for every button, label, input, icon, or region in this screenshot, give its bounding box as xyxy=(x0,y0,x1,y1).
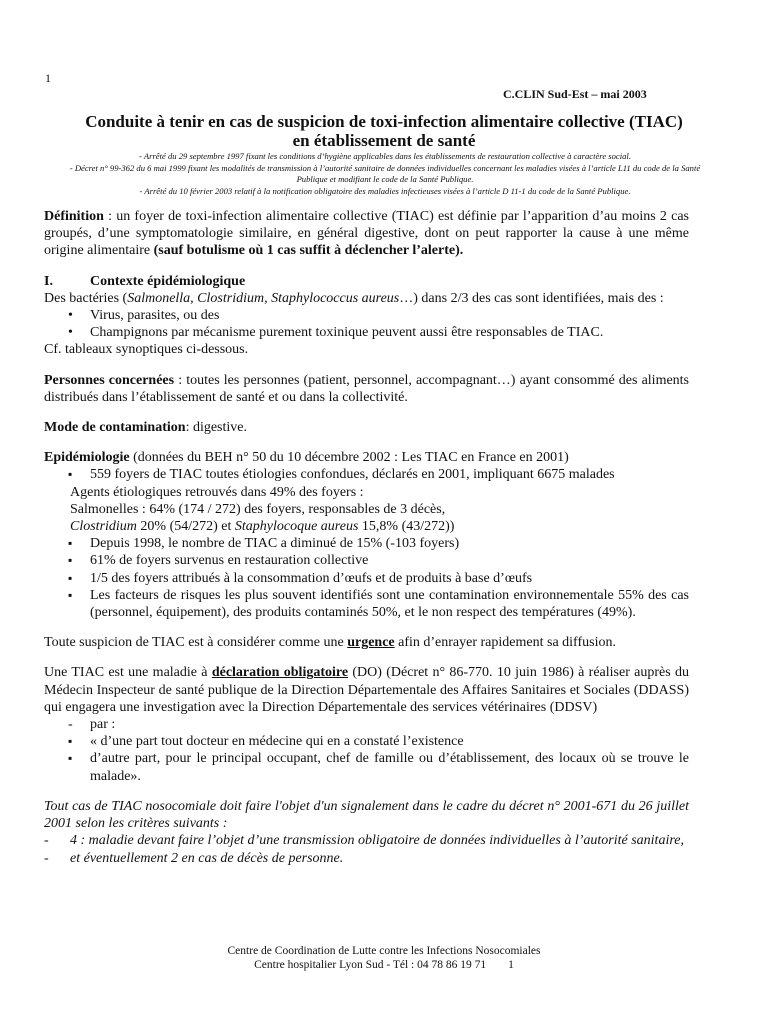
page-number-top: 1 xyxy=(45,71,51,85)
urgence-paragraph xyxy=(44,634,689,651)
declaration-paragraph xyxy=(44,664,689,716)
page-footer xyxy=(0,944,768,972)
nosocomiale-list xyxy=(44,832,689,866)
epidemio-list-1 xyxy=(44,466,689,483)
list-item: ▪ Les facteurs de risques les plus souvent identifiés sont une contamination environnementale 55% des cas (personnel, équipement), des produits contaminés 50%, et le non respect des températures (49%). xyxy=(90,587,689,621)
epidemio-text: (données du BEH n° 50 du 10 décembre 2002 : Les TIAC en France en 2001) xyxy=(129,450,569,466)
list-item: - par : xyxy=(90,716,689,733)
list-item: • Champignons par mécanisme purement toxinique peuvent aussi être responsables de TIAC. xyxy=(90,324,689,341)
list-item: - 4 : maladie devant faire l’objet d’une transmission obligatoire de données individuelles à l’autorité sanitaire, xyxy=(70,832,689,849)
nosocomiale-paragraph: Tout cas de TIAC nosocomiale doit faire l'objet d'un signalement dans le cadre du décret n° 2001-671 du 26 juillet 2001 selon les critères suivants : xyxy=(44,798,689,832)
list-item: ▪ 61% de foyers survenus en restauration collective xyxy=(90,552,689,569)
section-title: Contexte épidémiologique xyxy=(90,273,246,289)
declaration-list xyxy=(44,733,689,785)
urgence-pre: Toute suspicion de TIAC est à considérer comme une xyxy=(44,635,348,651)
list-item: ▪ d’autre part, pour le principal occupant, chef de famille ou d’établissement, des locaux où se trouve le malade». xyxy=(90,750,689,784)
epidemio-label: Epidémiologie xyxy=(44,450,130,466)
section-number: I. xyxy=(44,273,53,289)
reference-item: - Arrêté du 29 septembre 1997 fixant les conditions d’hygiène applicables dans les établissements de restauration collective à caractère social. xyxy=(139,151,631,161)
personnes-text: : toutes les personnes (patient, personnel, accompagnant…) ayant consommé des aliments distribués dans l’établissement de santé et ou dans la collectivité. xyxy=(44,372,690,405)
epidemio-list-2 xyxy=(44,535,689,621)
clostridium-name: Clostridium xyxy=(70,519,137,535)
clostridium-line xyxy=(44,518,689,535)
personnes-label: Personnes concernées xyxy=(44,372,175,388)
list-item: ▪ 559 foyers de TIAC toutes étiologies confondues, déclarés en 2001, impliquant 6675 malades xyxy=(90,466,689,483)
list-item: ▪ « d’une part tout docteur en médecine qui en a constaté l’existence xyxy=(90,733,689,750)
definition-paragraph xyxy=(44,208,689,260)
salmonelles-line: Salmonelles : 64% (174 / 272) des foyers, responsables de 3 décès, xyxy=(70,501,446,517)
list-item: - et éventuellement 2 en cas de décès de personne. xyxy=(70,850,689,867)
urgence-post: afin d’enrayer rapidement sa diffusion. xyxy=(394,635,616,651)
cf-note: Cf. tableaux synoptiques ci-dessous. xyxy=(44,342,249,358)
clostridium-value: 20% (54/272) et xyxy=(136,519,235,535)
declaration-dash-list xyxy=(44,716,689,733)
list-item: ▪ 1/5 des foyers attribués à la consommation d’œufs et de produits à base d’œufs xyxy=(90,570,689,587)
document-title xyxy=(40,112,728,150)
declaration-pre: Une TIAC est une maladie à xyxy=(44,665,212,681)
mode-text: : digestive. xyxy=(185,420,247,436)
declaration-word: déclaration obligatoire xyxy=(211,665,349,681)
declaration-post: (DO) (Décret n° 86-770. 10 juin 1986) à réaliser auprès du Médecin Inspecteur de santé publique de la Direction Départementale des Affaires Sanitaires et Sociales (DDASS) qui engagera une investigation avec la Direction Départementale des services vétérinaires (DDSV) xyxy=(44,665,689,715)
document-header: C.CLIN Sud-Est – mai 2003 xyxy=(503,87,647,101)
reference-item: - Décret n° 99-362 du 6 mai 1999 fixant les modalités de transmission à l’autorité sanitaire de données individuelles concernant les maladies visées à l’article L11 du code de la Santé Publique et modifiant le code de la Santé Publique. xyxy=(69,162,701,185)
footer-line-2 xyxy=(0,958,768,972)
staph-name: Staphylocoque aureus xyxy=(234,519,359,535)
bacteria-pre: Des bactéries ( xyxy=(44,290,128,306)
footer-contact: Centre hospitalier Lyon Sud - Tél : 04 78 86 19 71 xyxy=(254,959,487,971)
reference-item: - Arrêté du 10 février 2003 relatif à la notification obligatoire des maladies infectieuses visées à l’article D 11-1 du code de la Santé Publique. xyxy=(139,185,631,196)
regulatory-references xyxy=(55,151,715,197)
bacteria-post: …) dans 2/3 des cas sont identifiées, mais des : xyxy=(399,290,664,306)
mode-label: Mode de contamination xyxy=(44,420,186,436)
bacteria-paragraph xyxy=(44,290,689,307)
mode-paragraph xyxy=(44,419,689,436)
list-item: ▪ Depuis 1998, le nombre de TIAC a diminué de 15% (-103 foyers) xyxy=(90,535,689,552)
title-line-2: en établissement de santé xyxy=(292,131,476,150)
agents-line: Agents étiologiques retrouvés dans 49% des foyers : xyxy=(70,484,364,500)
bacteria-names: Salmonella, Clostridium, Staphylococcus aureus xyxy=(127,290,400,306)
section-1-heading xyxy=(44,273,689,290)
epidemio-paragraph xyxy=(44,449,689,466)
personnes-paragraph xyxy=(44,372,689,406)
staph-value: 15,8% (43/272)) xyxy=(358,519,455,535)
title-line-1: Conduite à tenir en cas de suspicion de toxi-infection alimentaire collective (TIAC) xyxy=(85,112,683,131)
list-item: • Virus, parasites, ou des xyxy=(90,307,689,324)
document-body xyxy=(44,208,689,867)
definition-label: Définition xyxy=(44,209,104,224)
pathogen-list xyxy=(44,307,689,341)
urgence-word: urgence xyxy=(347,635,395,651)
footer-page-number: 1 xyxy=(508,959,514,971)
definition-text: : un foyer de toxi-infection alimentaire collective (TIAC) est définie par l’apparition d’au moins 2 cas groupés, d’une symptomatologie similaire, en général digestive, dont on peut rapporter la cause à une même origine alimentaire xyxy=(44,209,689,259)
definition-bold-tail: (sauf botulisme où 1 cas suffit à déclencher l’alerte). xyxy=(153,243,464,259)
footer-line-1: Centre de Coordination de Lutte contre les Infections Nosocomiales xyxy=(227,945,541,957)
